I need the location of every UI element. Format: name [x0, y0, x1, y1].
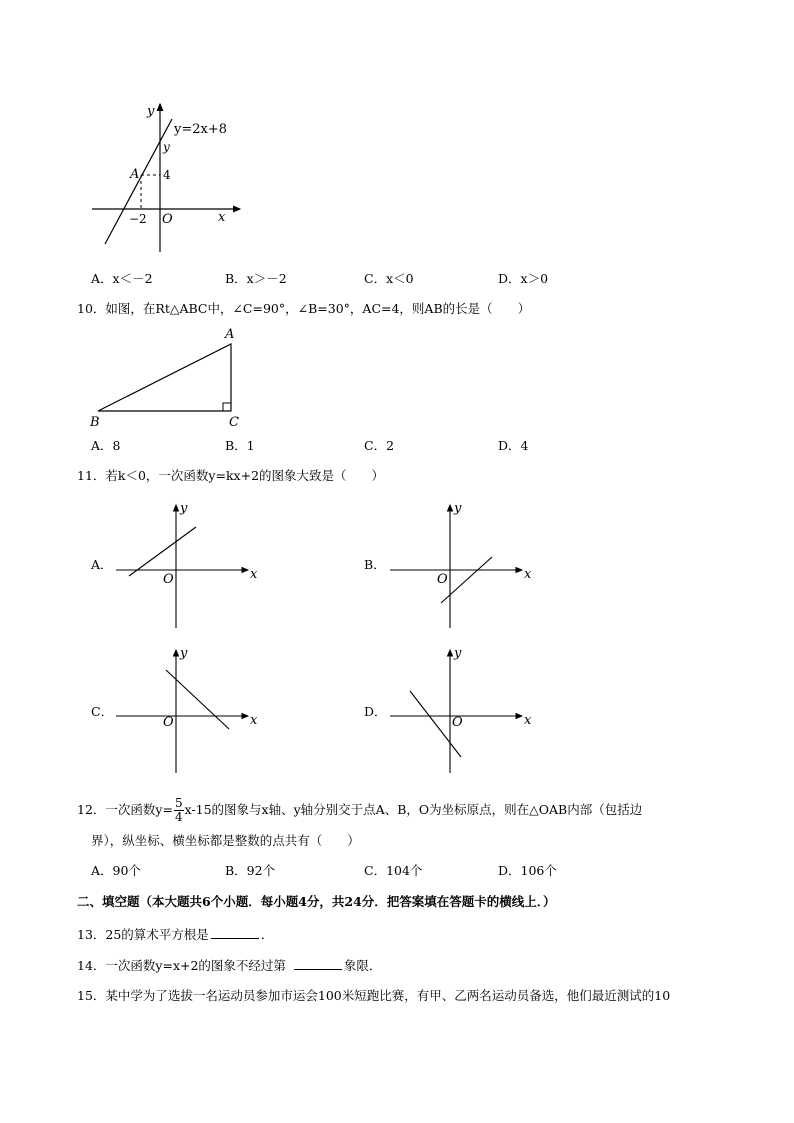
q9-origin: O	[162, 212, 173, 227]
svg-text:x: x	[524, 713, 532, 728]
q9-line-label: y=2x+8	[174, 122, 228, 137]
q12-stem-line2: 界），纵坐标、横坐标都是整数的点共有（ ）	[91, 833, 360, 848]
q11-option-b-letter[interactable]: B．	[364, 557, 386, 572]
svg-text:x: x	[250, 713, 258, 728]
q12-option-a[interactable]: A．90个	[91, 863, 141, 878]
q9-option-b[interactable]: B．x＞－2	[225, 271, 287, 286]
q10-option-a[interactable]: A．8	[91, 438, 121, 453]
q12-stem	[77, 795, 642, 825]
q12-option-c[interactable]: C．104个	[364, 863, 423, 878]
q12-stem-suffix: x-15的图象与x轴、y轴分别交于点A、B，O为坐标原点，则在△OAB内部（包括边	[184, 802, 643, 817]
q11-graph-d[interactable]	[390, 646, 532, 773]
q10-label-c: C	[229, 415, 239, 430]
q10-option-d[interactable]: D．4	[498, 438, 529, 453]
q14-prefix: 14．一次函数y=x+2的图象不经过第	[77, 958, 286, 973]
q12-option-d[interactable]: D．106个	[498, 863, 557, 878]
q10-option-c[interactable]: C．2	[364, 438, 395, 453]
q9-point-a: A	[130, 167, 140, 182]
q11-graph-a[interactable]	[116, 501, 258, 628]
q13-prefix: 13．25的算术平方根是	[77, 927, 209, 942]
svg-text:y: y	[454, 646, 462, 661]
q15-text: 15．某中学为了选拔一名运动员参加市运会100米短跑比赛，有甲、乙两名运动员备选，他们最近测试的10	[77, 988, 671, 1003]
q9-option-c[interactable]: C．x＜0	[364, 271, 414, 286]
q11-graph-c[interactable]	[116, 646, 258, 773]
q14-answer-blank[interactable]	[294, 957, 342, 970]
q9-option-a[interactable]: A．x＜－2	[91, 271, 153, 286]
q11-graph-b[interactable]	[390, 501, 532, 628]
q13-line	[77, 926, 273, 943]
svg-text:O: O	[163, 715, 174, 730]
q12-stem-prefix: 12．一次函数y=	[77, 802, 173, 817]
svg-text:O: O	[452, 715, 463, 730]
q9-tick-4: 4	[163, 168, 171, 182]
q10-option-b[interactable]: B．1	[225, 438, 255, 453]
svg-text:x: x	[250, 567, 258, 582]
q11-option-a-letter[interactable]: A．	[91, 557, 113, 572]
q14-line	[77, 957, 381, 974]
q9-y-marker: y	[163, 140, 170, 154]
q9-x-label: x	[218, 210, 226, 225]
svg-text:y: y	[454, 501, 462, 516]
svg-text:y: y	[180, 501, 188, 516]
q9-option-d[interactable]: D．x＞0	[498, 271, 549, 286]
q10-stem: 10．如图，在Rt△ABC中，∠C=90°，∠B=30°，AC=4，则AB的长是（ ）	[77, 301, 531, 316]
section2-heading: 二、填空题（本大题共6个小题．每小题4分，共24分．把答案填在答题卡的横线上．）	[77, 894, 556, 909]
q10-label-b: B	[90, 415, 100, 430]
svg-text:O: O	[437, 572, 448, 587]
q10-label-a: A	[225, 327, 235, 342]
svg-text:y: y	[180, 646, 188, 661]
svg-text:x: x	[524, 567, 532, 582]
q9-y-label: y	[147, 104, 155, 119]
svg-text:O: O	[163, 572, 174, 587]
q12-fraction: $\frac{5}{4}$	[174, 796, 183, 824]
q13-suffix: ．	[260, 927, 274, 942]
q11-option-d-letter[interactable]: D．	[364, 704, 387, 719]
q11-option-c-letter[interactable]: C．	[91, 704, 114, 719]
q9-tick-neg2: −2	[129, 212, 147, 226]
q12-option-b[interactable]: B．92个	[225, 863, 276, 878]
q11-stem: 11．若k＜0，一次函数y=kx+2的图象大致是（ ）	[77, 468, 385, 483]
q13-answer-blank[interactable]	[211, 926, 259, 939]
q14-suffix: 象限．	[343, 958, 382, 973]
